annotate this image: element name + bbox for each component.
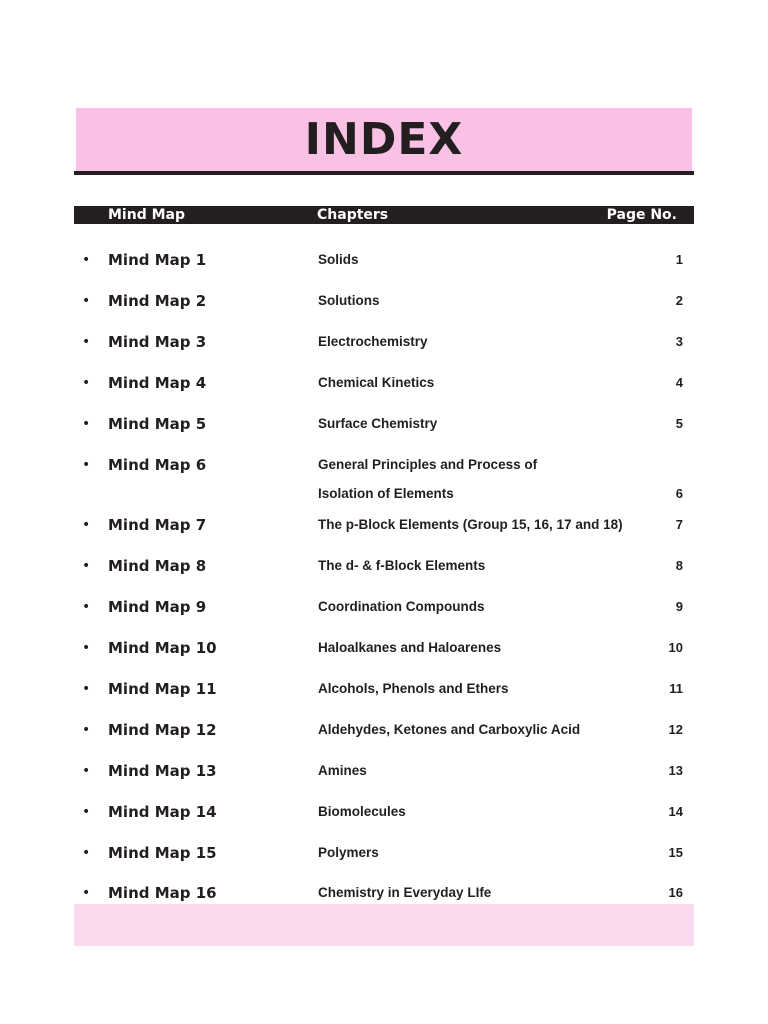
bullet-icon: • [82,293,91,309]
title-divider [74,171,694,175]
chapter-title: Amines [318,763,367,778]
bullet-icon: • [82,845,91,861]
bullet-icon: • [82,375,91,391]
bullet-icon: • [82,640,91,656]
page-number: 14 [668,804,683,819]
page-number: 9 [675,599,683,614]
mind-map-label: Mind Map 16 [108,884,217,902]
chapter-title: Solutions [318,293,380,308]
chapter-title: Chemical Kinetics [318,375,435,390]
mind-map-label: Mind Map 3 [108,333,207,351]
page-number: 3 [675,334,683,349]
chapter-title: Aldehydes, Ketones and Carboxylic Acid [318,722,581,737]
page-number: 6 [675,486,683,501]
chapter-title: Solids [318,252,359,267]
bullet-icon: • [82,457,91,473]
bullet-icon: • [82,252,91,268]
header-mind-map: Mind Map [108,207,185,223]
page-number: 16 [668,885,683,900]
chapter-title: Alcohols, Phenols and Ethers [318,681,509,696]
bullet-icon: • [82,804,91,820]
page-number: 10 [668,640,683,655]
mind-map-label: Mind Map 11 [108,680,217,698]
chapter-title: The d- & f-Block Elements [318,558,486,573]
title-banner [76,108,692,171]
bullet-icon: • [82,885,91,901]
page-number: 5 [675,416,683,431]
bullet-icon: • [82,681,91,697]
page-title: INDEX [304,114,464,165]
mind-map-label: Mind Map 13 [108,762,217,780]
page-number: 7 [675,517,683,532]
page-number: 11 [669,681,683,696]
mind-map-label: Mind Map 2 [108,292,207,310]
header-chapters: Chapters [317,207,389,223]
footer-band [74,904,694,946]
mind-map-label: Mind Map 1 [108,251,207,269]
chapter-title: The p-Block Elements (Group 15, 16, 17 and 18) [318,517,623,532]
page-number: 15 [668,845,683,860]
page-number: 2 [675,293,683,308]
bullet-icon: • [82,517,91,533]
page-number: 13 [668,763,683,778]
bullet-icon: • [82,722,91,738]
page-number: 12 [668,722,683,737]
mind-map-label: Mind Map 8 [108,557,207,575]
mind-map-label: Mind Map 14 [108,803,217,821]
page-number: 1 [675,252,683,267]
bullet-icon: • [82,558,91,574]
page-number: 4 [675,375,683,390]
mind-map-label: Mind Map 7 [108,516,207,534]
chapter-title: Biomolecules [318,804,406,819]
chapter-title: General Principles and Process of [318,457,538,472]
bullet-icon: • [82,416,91,432]
header-page-no: Page No. [606,207,677,223]
bullet-icon: • [82,763,91,779]
chapter-title: Haloalkanes and Haloarenes [318,640,502,655]
mind-map-label: Mind Map 10 [108,639,217,657]
mind-map-label: Mind Map 15 [108,844,217,862]
chapter-title: Chemistry in Everyday LIfe [318,885,492,900]
mind-map-label: Mind Map 6 [108,456,207,474]
chapter-title: Electrochemistry [318,334,428,349]
chapter-title: Polymers [318,845,379,860]
table-header [74,206,694,224]
page-number: 8 [675,558,683,573]
chapter-title-continued: Isolation of Elements [318,486,454,501]
mind-map-label: Mind Map 5 [108,415,207,433]
bullet-icon: • [82,334,91,350]
bullet-icon: • [82,599,91,615]
mind-map-label: Mind Map 12 [108,721,217,739]
chapter-title: Surface Chemistry [318,416,438,431]
chapter-title: Coordination Compounds [318,599,485,614]
mind-map-label: Mind Map 4 [108,374,207,392]
mind-map-label: Mind Map 9 [108,598,207,616]
